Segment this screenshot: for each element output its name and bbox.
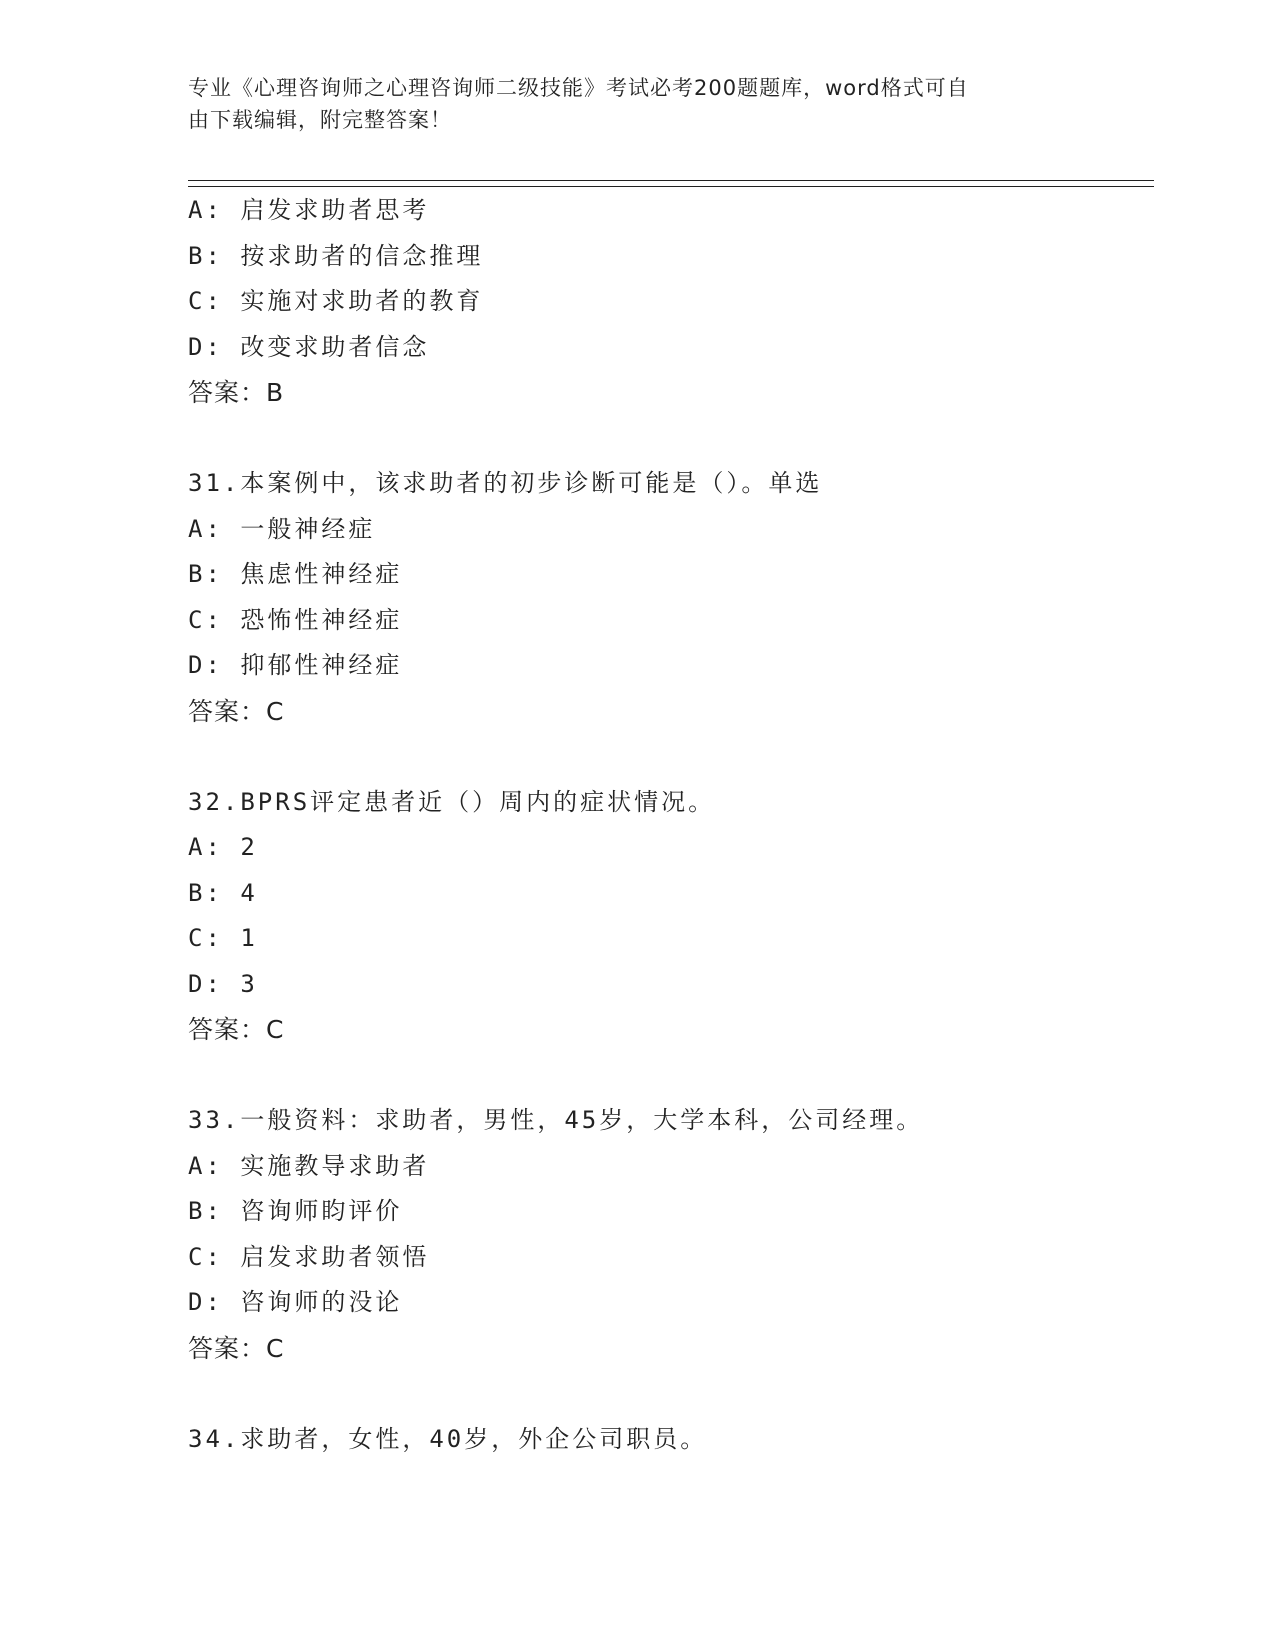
spacer — [188, 1371, 1154, 1417]
header-divider — [188, 180, 1154, 187]
option-c: C: 1 — [188, 924, 258, 952]
question-31-block — [188, 461, 1154, 734]
header-line-1: 专业《心理咨询师之心理咨询师二级技能》考试必考200题题库，word格式可自 — [188, 76, 969, 100]
option-d: D: 抑郁性神经症 — [188, 651, 403, 679]
option-d: D: 咨询师的没论 — [188, 1288, 403, 1316]
answer: 答案：C — [188, 696, 285, 726]
option-c: C: 恐怖性神经症 — [188, 605, 403, 634]
question-33-block — [188, 1098, 1154, 1371]
question-text: 31.本案例中，该求助者的初步诊断可能是（）。单选 — [188, 469, 823, 497]
option-b: B: 4 — [188, 878, 258, 907]
question-30-block — [188, 188, 1154, 416]
option-d: D: 改变求助者信念 — [188, 332, 430, 361]
spacer — [188, 1053, 1154, 1099]
header-line-2: 由下载编辑，附完整答案！ — [188, 108, 452, 132]
option-a: A: 2 — [188, 833, 258, 861]
spacer — [188, 416, 1154, 462]
question-text: 32.BPRS评定患者近（）周内的症状情况。 — [188, 787, 716, 816]
option-b: B: 焦虑性神经症 — [188, 560, 403, 588]
answer: 答案：C — [188, 1015, 285, 1044]
option-c: C: 实施对求助者的教育 — [188, 287, 484, 315]
option-b: B: 咨询师盷评价 — [188, 1197, 403, 1225]
question-list — [188, 188, 1154, 1462]
question-text: 34.求助者，女性，40岁，外企公司职员。 — [188, 1424, 708, 1453]
question-text: 33.一般资料：求助者，男性，45岁，大学本科，公司经理。 — [188, 1106, 924, 1134]
option-a: A: 实施教导求助者 — [188, 1151, 430, 1180]
option-a: A: 一般神经症 — [188, 514, 376, 543]
question-34-block — [188, 1417, 1154, 1463]
option-c: C: 启发求助者领悟 — [188, 1242, 430, 1271]
spacer — [188, 734, 1154, 780]
option-b: B: 按求助者的信念推理 — [188, 241, 484, 270]
question-32-block — [188, 780, 1154, 1053]
option-a: A: 启发求助者思考 — [188, 196, 430, 224]
page-header — [188, 72, 1068, 136]
answer: 答案：C — [188, 1333, 285, 1363]
option-d: D: 3 — [188, 969, 258, 998]
answer: 答案：B — [188, 378, 285, 407]
